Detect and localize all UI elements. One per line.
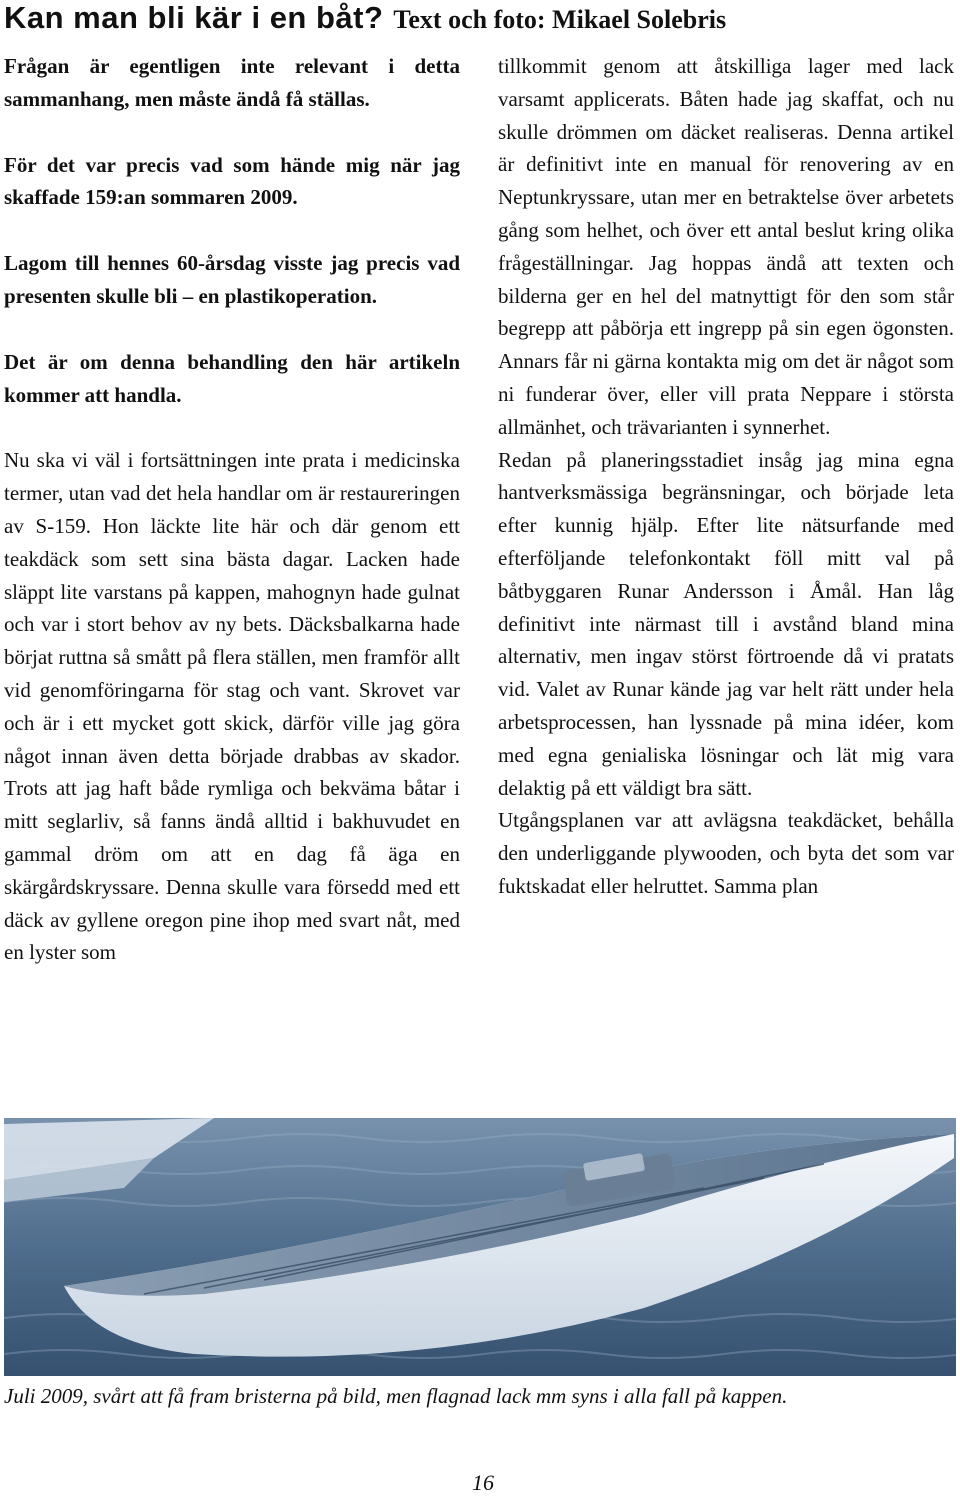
intro-paragraph: För det var precis vad som hände mig när jag skaffade 159:an sommaren 2009. (4, 152, 460, 210)
body-paragraph: Redan på planeringsstadiet insåg jag mina egna hantverksmässiga begränsningar, och började leta efter kunnig hjälp. Efter lite nätsurfande med efterföljande telefonkontakt föll mitt val på båtbyggaren Runar Andersson i Åmål. Han låg definitivt inte närmast till i avstånd bland mina alternativ, men ingav störst förtroende då vi pratats vid. Valet av Runar kände jag var helt rätt under hela arbetsprocessen, han lyssnade på mina idéer, kom med egna genialiska lösningar och lät mig vara delaktig på ett väldigt bra sätt. (498, 447, 954, 800)
article-title: Kan man bli kär i en båt? (4, 0, 384, 35)
body-paragraph: Utgångsplanen var att avlägsna teakdäcket, behålla den underliggande plywooden, och byta det som var fuktskadat eller helruttet. Samma plan (498, 808, 954, 898)
intro-paragraph: Lagom till hennes 60-årsdag visste jag precis vad presenten skulle bli – en plastikoperation. (4, 251, 460, 308)
right-column (498, 50, 954, 903)
article-credit: Text och foto: Mikael Solebris (393, 5, 727, 34)
body-paragraph: Nu ska vi väl i fortsättningen inte prata i medicinska termer, utan vad det hela handlar om är restaureringen av S-159. Hon läckte lite här och där genom ett teakdäck som sett sina bästa dagar. Lacken hade släppt lite varstans på kappen, mahognyn hade gulnat och var i stort behov av ny bets. Däcksbalkarna hade börjat ruttna så smått på flera ställen, men framför allt vid genomföringarna för stag och vant. Skrovet var och är i ett mycket gott skick, därför ville jag göra något innan även detta började drabbas av skador. Trots att jag haft både rymliga och bekväma båtar i mitt seglarliv, så fanns ändå alltid i bakhuvudet en gammal dröm om att en dag få äga en skärgårdskryssare. Denna skulle vara försedd med ett däck av gyllene oregon pine ihop med svart nåt, med en lyster som (4, 448, 460, 965)
intro-paragraph: Det är om denna behandling den här artikeln kommer att handla. (4, 349, 460, 407)
boat-illustration (4, 1118, 956, 1376)
left-column (4, 50, 460, 969)
boat-photo (4, 1118, 956, 1376)
body-paragraph: tillkommit genom att åtskilliga lager med lack varsamt applicerats. Båten hade jag skaffat, och nu skulle drömmen om däcket realiseras. Denna artikel är definitivt inte en manual för renovering av en Neptunkryssare, utan mer en betraktelse över arbetets gång som helhet, och över ett antal beslut kring olika frågeställningar. Jag hoppas ändå att texten och bilderna ger en hel del matnyttigt för den som står begrepp att påbörja ett ingrepp på sin egen ögonsten. Annars får ni gärna kontakta mig om det är något som ni funderar över, eller vill prata Neppare i största allmänhet, och trävarianten i synnerhet. (498, 54, 954, 439)
article-headline (4, 0, 956, 44)
photo-caption: Juli 2009, svårt att få fram bristerna på bild, men flagnad lack mm syns i alla fall på kappen. (4, 1384, 788, 1408)
page-number: 16 (472, 1470, 494, 1495)
intro-paragraph: Frågan är egentligen inte relevant i detta sammanhang, men måste ändå få ställas. (4, 54, 460, 111)
